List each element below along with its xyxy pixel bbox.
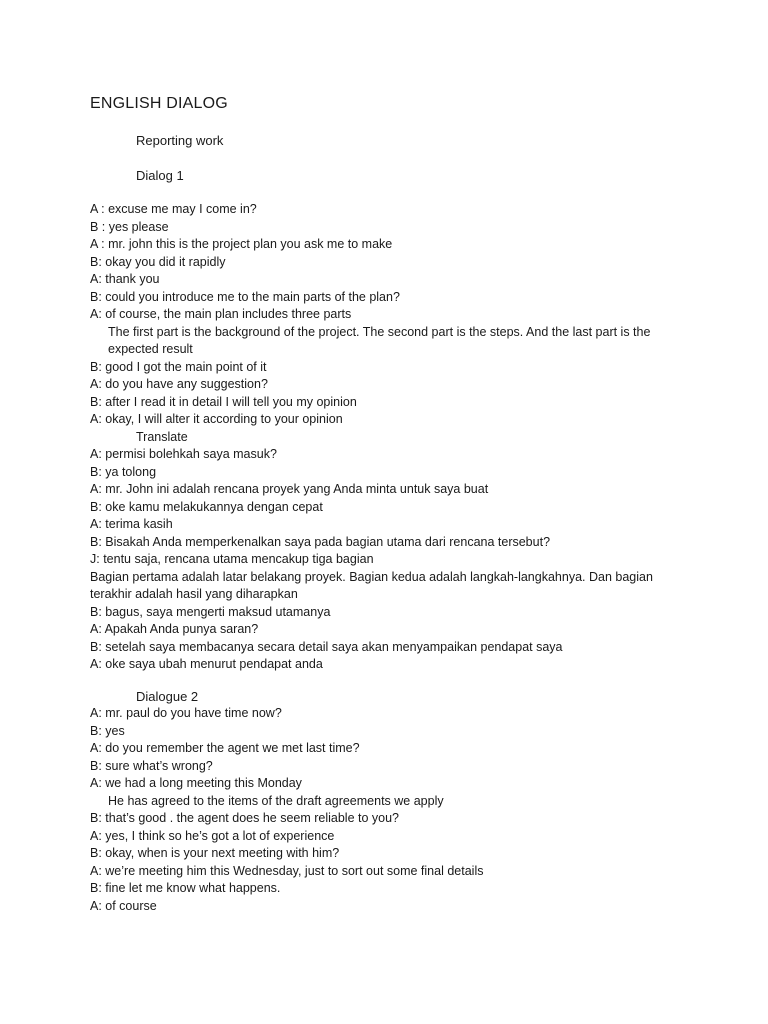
dialog-line: A: we had a long meeting this Monday xyxy=(90,776,302,790)
dialog-line: B: okay, when is your next meeting with him? xyxy=(90,846,340,860)
translation-line: A: oke saya ubah menurut pendapat anda xyxy=(90,657,323,671)
translation-line: B: Bisakah Anda memperkenalkan saya pada bagian utama dari rencana tersebut? xyxy=(90,534,551,549)
dialog-line: B: yes xyxy=(90,723,125,738)
dialog-line: B: sure what’s wrong? xyxy=(90,758,213,773)
translate-heading: Translate xyxy=(136,429,188,444)
dialog-line: A : mr. john this is the project plan you ask me to make xyxy=(90,237,393,251)
dialog-line: A : excuse me may I come in? xyxy=(90,202,257,216)
dialog-line: He has agreed to the items of the draft agreements we apply xyxy=(108,793,444,808)
dialog-line: A: do you have any suggestion? xyxy=(90,377,268,391)
dialog-line: A: of course, the main plan includes three parts xyxy=(90,307,352,321)
translation-line: A: terima kasih xyxy=(90,517,173,531)
translation-line: B: setelah saya membacanya secara detail saya akan menyampaikan pendapat saya xyxy=(90,639,563,654)
translation-line: A: permisi bolehkah saya masuk? xyxy=(90,447,277,461)
dialog-line: A: do you remember the agent we met last time? xyxy=(90,741,360,755)
dialog-line: A: okay, I will alter it according to your opinion xyxy=(90,412,343,426)
translation-line: B: oke kamu melakukannya dengan cepat xyxy=(90,499,323,514)
dialog-line: B: good I got the main point of it xyxy=(90,359,267,374)
dialog-line: B: could you introduce me to the main parts of the plan? xyxy=(90,289,400,304)
dialog-line: A: thank you xyxy=(90,272,160,286)
dialog-line: A: mr. paul do you have time now? xyxy=(90,706,282,720)
dialog-2-body xyxy=(90,705,680,915)
dialog-line: B: okay you did it rapidly xyxy=(90,254,226,269)
dialog-2-heading: Dialogue 2 xyxy=(136,689,199,704)
translation-line: Bagian pertama adalah latar belakang proyek. Bagian kedua adalah langkah-langkahnya. Dan bagian terakhir adalah hasil yang diharapkan xyxy=(90,569,653,601)
dialog-line: A: yes, I think so he’s got a lot of experience xyxy=(90,828,335,843)
dialog-line: B: fine let me know what happens. xyxy=(90,881,281,895)
translation-line: A: Apakah Anda punya saran? xyxy=(90,622,259,636)
translation-line: B: ya tolong xyxy=(90,464,157,479)
dialog-line: B : yes please xyxy=(90,219,169,234)
dialog-line: B: that’s good . the agent does he seem reliable to you? xyxy=(90,811,400,825)
dialog-line: A: of course xyxy=(90,898,157,913)
dialog-1-heading: Dialog 1 xyxy=(136,168,184,183)
document-title: ENGLISH DIALOG xyxy=(90,95,228,112)
section-heading-reporting-work: Reporting work xyxy=(136,133,224,148)
dialog-line: The first part is the background of the project. The second part is the steps. And the last part is the expected result xyxy=(108,324,651,356)
dialog-1-body xyxy=(90,201,680,674)
translation-line: B: bagus, saya mengerti maksud utamanya xyxy=(90,604,331,619)
dialog-line: A: we’re meeting him this Wednesday, just to sort out some final details xyxy=(90,863,484,878)
translation-line: A: mr. John ini adalah rencana proyek yang Anda minta untuk saya buat xyxy=(90,482,489,496)
translation-line: J: tentu saja, rencana utama mencakup tiga bagian xyxy=(90,552,374,566)
dialog-line: B: after I read it in detail I will tell you my opinion xyxy=(90,394,357,409)
